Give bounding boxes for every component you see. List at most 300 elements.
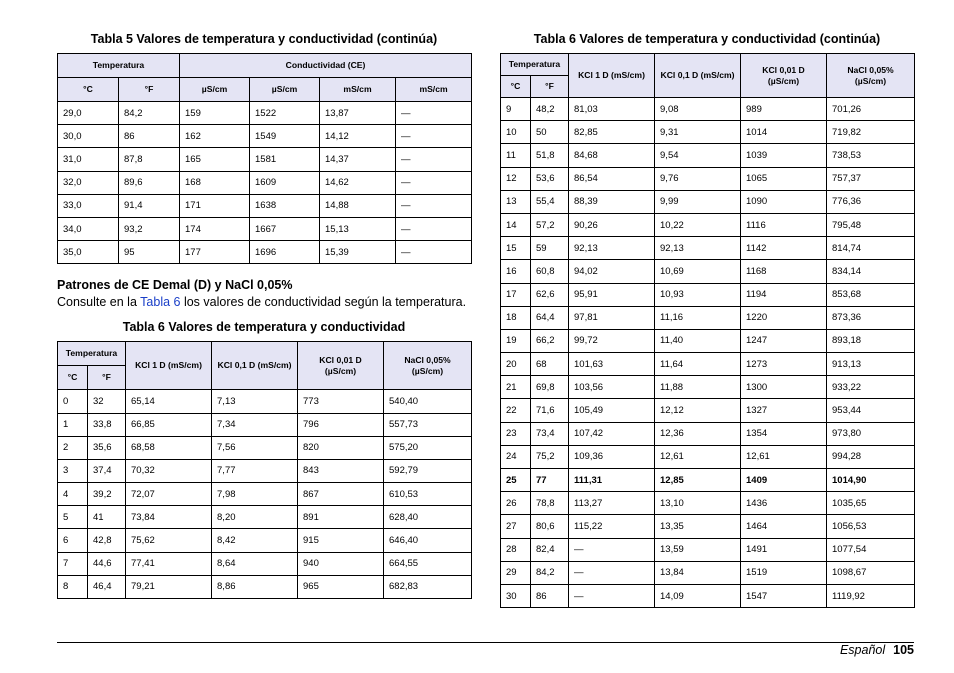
table-cell: 13,10 — [655, 492, 741, 515]
table-cell: 30,0 — [58, 125, 119, 148]
table-cell: 9,08 — [655, 98, 741, 121]
table-cell: 12,36 — [655, 422, 741, 445]
table-cell: — — [396, 194, 472, 217]
table5-unit: µS/cm — [180, 78, 250, 102]
table-cell: 1014,90 — [827, 469, 915, 492]
table-cell: 115,22 — [569, 515, 655, 538]
table-cell: 1194 — [741, 283, 827, 306]
table-cell: 8,20 — [212, 506, 298, 529]
table-cell: 628,40 — [384, 506, 472, 529]
table-cell: 1035,65 — [827, 492, 915, 515]
table-cell: 28 — [501, 538, 531, 561]
table-row — [501, 144, 915, 167]
table-cell: 867 — [298, 483, 384, 506]
table-cell: 65,14 — [126, 390, 212, 413]
table-cell: 174 — [180, 217, 250, 240]
table5-header-temperature: Temperatura — [58, 54, 180, 78]
table-row — [58, 483, 472, 506]
table-cell: 1491 — [741, 538, 827, 561]
table-cell: 7,56 — [212, 436, 298, 459]
table-cell: — — [396, 241, 472, 264]
table-cell: 13 — [501, 190, 531, 213]
table-cell: 82,4 — [531, 538, 569, 561]
table6-header-temperature: Temperatura — [58, 342, 126, 366]
table-row — [58, 171, 472, 194]
table-cell: 1220 — [741, 306, 827, 329]
table-cell: 92,13 — [655, 237, 741, 260]
table-cell: 71,6 — [531, 399, 569, 422]
table-cell: 843 — [298, 459, 384, 482]
table-cell: 646,40 — [384, 529, 472, 552]
table-cell: 72,07 — [126, 483, 212, 506]
table-row — [501, 306, 915, 329]
table-cell: 795,48 — [827, 213, 915, 236]
table-cell: 78,8 — [531, 492, 569, 515]
table-cell: 84,68 — [569, 144, 655, 167]
table-cell: — — [569, 538, 655, 561]
table-cell: 92,13 — [569, 237, 655, 260]
table-row — [501, 561, 915, 584]
right-column — [500, 30, 914, 608]
table5 — [57, 53, 472, 264]
table-cell: 1300 — [741, 376, 827, 399]
table5-caption: Tabla 5 Valores de temperatura y conductividad (continúa) — [90, 32, 438, 46]
table-cell: 8,86 — [212, 575, 298, 598]
table-cell: 11,16 — [655, 306, 741, 329]
table-cell: 10,93 — [655, 283, 741, 306]
table-cell: 10,22 — [655, 213, 741, 236]
table-cell: 1464 — [741, 515, 827, 538]
table-cell: 12 — [501, 167, 531, 190]
table6c-header-kcl01: KCl 0,1 D (mS/cm) — [655, 54, 741, 98]
table5-unit: °F — [119, 78, 180, 102]
table-cell: 113,27 — [569, 492, 655, 515]
table6c-header-kcl001: KCl 0,01 D (µS/cm) — [741, 54, 827, 98]
table-cell: 1522 — [250, 102, 320, 125]
table-cell: 88,39 — [569, 190, 655, 213]
table-cell: 893,18 — [827, 329, 915, 352]
table-row — [501, 283, 915, 306]
table-cell: 22 — [501, 399, 531, 422]
table-cell: 41 — [88, 506, 126, 529]
table-cell: 14,37 — [320, 148, 396, 171]
table-cell: 1116 — [741, 213, 827, 236]
table-cell: 33,8 — [88, 413, 126, 436]
table-cell: 834,14 — [827, 260, 915, 283]
table-row — [501, 492, 915, 515]
section-title: Patrones de CE Demal (D) y NaCl 0,05% — [57, 278, 293, 293]
table-cell: 77,41 — [126, 552, 212, 575]
table-cell: 95 — [119, 241, 180, 264]
table-cell: 70,32 — [126, 459, 212, 482]
table-cell: 1142 — [741, 237, 827, 260]
table-cell: 14,62 — [320, 171, 396, 194]
table-cell: 55,4 — [531, 190, 569, 213]
table-cell: 32 — [88, 390, 126, 413]
table5-unit: µS/cm — [250, 78, 320, 102]
table-cell: 24 — [501, 445, 531, 468]
table-cell: 51,8 — [531, 144, 569, 167]
table-row — [501, 584, 915, 607]
table-cell: 35,6 — [88, 436, 126, 459]
table-cell: 1056,53 — [827, 515, 915, 538]
table-cell: 44,6 — [88, 552, 126, 575]
table-cell: 776,36 — [827, 190, 915, 213]
table-cell: 25 — [501, 469, 531, 492]
table-row — [58, 194, 472, 217]
table-cell: 48,2 — [531, 98, 569, 121]
table-cell: 575,20 — [384, 436, 472, 459]
table-row — [501, 538, 915, 561]
table6c-header-temperature: Temperatura — [501, 54, 569, 76]
table-cell: 610,53 — [384, 483, 472, 506]
table-cell: 682,83 — [384, 575, 472, 598]
table6-header-fahrenheit: °F — [88, 366, 126, 390]
table-cell: 19 — [501, 329, 531, 352]
table-cell: 42,8 — [88, 529, 126, 552]
table-cell: 933,22 — [827, 376, 915, 399]
section-text-after: los valores de conductividad según la temperatura. — [180, 295, 467, 310]
table-cell: 86 — [119, 125, 180, 148]
table-cell: 20 — [501, 353, 531, 376]
table-row — [501, 329, 915, 352]
table-cell: 84,2 — [531, 561, 569, 584]
table-cell: 39,2 — [88, 483, 126, 506]
table-cell: 1609 — [250, 171, 320, 194]
table-cell: — — [396, 148, 472, 171]
table-cell: 68 — [531, 353, 569, 376]
table-row — [501, 399, 915, 422]
footer-divider — [57, 642, 914, 643]
table-cell: 30 — [501, 584, 531, 607]
table-cell: 109,36 — [569, 445, 655, 468]
table-cell: 13,59 — [655, 538, 741, 561]
table-cell: 73,4 — [531, 422, 569, 445]
table-cell: 9,76 — [655, 167, 741, 190]
table-cell: — — [569, 561, 655, 584]
table-cell: 773 — [298, 390, 384, 413]
table6-header-celsius: °C — [58, 366, 88, 390]
table-cell: 93,2 — [119, 217, 180, 240]
page-number: 105 — [893, 643, 914, 657]
table-cell: 13,84 — [655, 561, 741, 584]
table-cell: 29,0 — [58, 102, 119, 125]
table-cell: 1436 — [741, 492, 827, 515]
table5-header-conductivity: Conductividad (CE) — [180, 54, 472, 78]
table-cell: 1065 — [741, 167, 827, 190]
table-cell: 994,28 — [827, 445, 915, 468]
table-cell: 1273 — [741, 353, 827, 376]
table-cell: 7,98 — [212, 483, 298, 506]
table-cell: 1247 — [741, 329, 827, 352]
table6c-header-kcl1: KCl 1 D (mS/cm) — [569, 54, 655, 98]
table-cell: 11,64 — [655, 353, 741, 376]
table-cell: 5 — [58, 506, 88, 529]
table-cell: 1696 — [250, 241, 320, 264]
table-cell: 177 — [180, 241, 250, 264]
table6-header-kcl01: KCl 0,1 D (mS/cm) — [212, 342, 298, 390]
table-cell: 16 — [501, 260, 531, 283]
table-cell: 9,99 — [655, 190, 741, 213]
table-cell: 73,84 — [126, 506, 212, 529]
table-cell: 32,0 — [58, 171, 119, 194]
table-cell: 66,85 — [126, 413, 212, 436]
table-cell: 18 — [501, 306, 531, 329]
table-cell: 29 — [501, 561, 531, 584]
table-cell: 10 — [501, 121, 531, 144]
table-cell: 719,82 — [827, 121, 915, 144]
footer-language: Español — [839, 643, 886, 657]
table-row — [58, 125, 472, 148]
table-cell: 973,80 — [827, 422, 915, 445]
table6-header-kcl1: KCl 1 D (mS/cm) — [126, 342, 212, 390]
table-cell: 7,13 — [212, 390, 298, 413]
table-cell: 4 — [58, 483, 88, 506]
table6c-header-celsius: °C — [501, 76, 531, 98]
table-cell: 9 — [501, 98, 531, 121]
table-cell: 75,62 — [126, 529, 212, 552]
table-cell: 1039 — [741, 144, 827, 167]
table-row — [501, 213, 915, 236]
table-cell: 62,6 — [531, 283, 569, 306]
table-cell: 989 — [741, 98, 827, 121]
table-cell: 21 — [501, 376, 531, 399]
table-cell: 69,8 — [531, 376, 569, 399]
table-cell: 913,13 — [827, 353, 915, 376]
table-cell: 1667 — [250, 217, 320, 240]
table-cell: 8 — [58, 575, 88, 598]
table-cell: 1581 — [250, 148, 320, 171]
table-cell: 12,61 — [741, 445, 827, 468]
table-cell: — — [396, 171, 472, 194]
table-cell: 820 — [298, 436, 384, 459]
table-row — [58, 459, 472, 482]
section-text-before: Consulte en la — [57, 295, 141, 310]
table-cell: 1519 — [741, 561, 827, 584]
table-cell: 60,8 — [531, 260, 569, 283]
table-cell: 15,13 — [320, 217, 396, 240]
table-cell: 3 — [58, 459, 88, 482]
table5-body — [58, 102, 472, 264]
table-cell: 162 — [180, 125, 250, 148]
table-cell: 27 — [501, 515, 531, 538]
table-row — [58, 436, 472, 459]
table-cell: — — [396, 125, 472, 148]
table-row — [58, 529, 472, 552]
table-row — [501, 190, 915, 213]
table-cell: 82,85 — [569, 121, 655, 144]
table-cell: 90,26 — [569, 213, 655, 236]
table-row — [58, 413, 472, 436]
table-cell: 26 — [501, 492, 531, 515]
table-cell: 86,54 — [569, 167, 655, 190]
table6-continued — [500, 53, 915, 608]
table5-unit: mS/cm — [320, 78, 396, 102]
table-row — [501, 260, 915, 283]
table-cell: 80,6 — [531, 515, 569, 538]
table-row — [501, 121, 915, 144]
table-cell: 540,40 — [384, 390, 472, 413]
table-row — [501, 422, 915, 445]
table-cell: 6 — [58, 529, 88, 552]
table-cell: 1638 — [250, 194, 320, 217]
table-cell: 557,73 — [384, 413, 472, 436]
table-cell: 7,77 — [212, 459, 298, 482]
table-cell: 75,2 — [531, 445, 569, 468]
table-cell: 1 — [58, 413, 88, 436]
table-cell: 81,03 — [569, 98, 655, 121]
table6c-header-fahrenheit: °F — [531, 76, 569, 98]
table-cell: 891 — [298, 506, 384, 529]
table-cell: 68,58 — [126, 436, 212, 459]
table-cell: 59 — [531, 237, 569, 260]
table-row — [501, 98, 915, 121]
table-cell: 77 — [531, 469, 569, 492]
table-cell: 159 — [180, 102, 250, 125]
section-paragraph — [57, 294, 471, 310]
table-cell: 94,02 — [569, 260, 655, 283]
table5-unit: °C — [58, 78, 119, 102]
table-cell: 9,31 — [655, 121, 741, 144]
table-cell: 796 — [298, 413, 384, 436]
table-row — [501, 167, 915, 190]
page-footer — [840, 643, 914, 657]
table-cell: 14,09 — [655, 584, 741, 607]
table-cell: 12,61 — [655, 445, 741, 468]
table-row — [501, 353, 915, 376]
table-row — [58, 506, 472, 529]
table-cell: 1549 — [250, 125, 320, 148]
table-cell: 87,8 — [119, 148, 180, 171]
table-cell: 111,31 — [569, 469, 655, 492]
table-row — [501, 445, 915, 468]
left-column — [57, 30, 471, 599]
table-cell: 701,26 — [827, 98, 915, 121]
table-cell: 14,88 — [320, 194, 396, 217]
table6-continued-caption: Tabla 6 Valores de temperatura y conductividad (continúa) — [533, 32, 881, 46]
table-row — [501, 237, 915, 260]
table-cell: 14,12 — [320, 125, 396, 148]
table-cell: 33,0 — [58, 194, 119, 217]
table-cell: 168 — [180, 171, 250, 194]
table-cell: 165 — [180, 148, 250, 171]
table-cell: 738,53 — [827, 144, 915, 167]
table-cell: 37,4 — [88, 459, 126, 482]
table-cell: 107,42 — [569, 422, 655, 445]
table-cell: 15,39 — [320, 241, 396, 264]
table-cell: 31,0 — [58, 148, 119, 171]
table-cell: 915 — [298, 529, 384, 552]
table-cell: 1119,92 — [827, 584, 915, 607]
table-cell: 1168 — [741, 260, 827, 283]
table-cell: 103,56 — [569, 376, 655, 399]
table-cell: 1327 — [741, 399, 827, 422]
table-cell: 79,21 — [126, 575, 212, 598]
table-cell: 14 — [501, 213, 531, 236]
table-cell: 13,35 — [655, 515, 741, 538]
table-cell: 10,69 — [655, 260, 741, 283]
table6-link[interactable]: Tabla 6 — [140, 295, 181, 310]
table-cell: 1077,54 — [827, 538, 915, 561]
table-cell: 13,87 — [320, 102, 396, 125]
table-cell: 84,2 — [119, 102, 180, 125]
table-cell: 1090 — [741, 190, 827, 213]
table-cell: 664,55 — [384, 552, 472, 575]
table-cell: 873,36 — [827, 306, 915, 329]
table-cell: 86 — [531, 584, 569, 607]
table-cell: 1409 — [741, 469, 827, 492]
table-cell: 11 — [501, 144, 531, 167]
table6-caption: Tabla 6 Valores de temperatura y conductividad — [122, 320, 406, 335]
table-cell: 1098,67 — [827, 561, 915, 584]
table-cell: 757,37 — [827, 167, 915, 190]
table-cell: 12,85 — [655, 469, 741, 492]
table6-body — [58, 390, 472, 599]
table-cell: 101,63 — [569, 353, 655, 376]
table-cell: 53,6 — [531, 167, 569, 190]
table-cell: 953,44 — [827, 399, 915, 422]
table-cell: — — [569, 584, 655, 607]
table-cell: 853,68 — [827, 283, 915, 306]
table-cell: 965 — [298, 575, 384, 598]
table-cell: 15 — [501, 237, 531, 260]
table-row — [501, 376, 915, 399]
table-cell: 95,91 — [569, 283, 655, 306]
table-row — [501, 469, 915, 492]
table-cell: 9,54 — [655, 144, 741, 167]
table-cell: 8,64 — [212, 552, 298, 575]
table-cell: 171 — [180, 194, 250, 217]
table-cell: 105,49 — [569, 399, 655, 422]
table-row — [58, 217, 472, 240]
table-cell: 12,12 — [655, 399, 741, 422]
table-cell: 97,81 — [569, 306, 655, 329]
table-cell: 7 — [58, 552, 88, 575]
table-row — [58, 575, 472, 598]
table-cell: 0 — [58, 390, 88, 413]
table-cell: 814,74 — [827, 237, 915, 260]
table-cell: 940 — [298, 552, 384, 575]
table6c-header-nacl: NaCl 0,05% (µS/cm) — [827, 54, 915, 98]
table-cell: 66,2 — [531, 329, 569, 352]
table-row — [58, 102, 472, 125]
table-row — [58, 148, 472, 171]
table-cell: 1354 — [741, 422, 827, 445]
table-cell: 35,0 — [58, 241, 119, 264]
table5-unit: mS/cm — [396, 78, 472, 102]
table-cell: 1014 — [741, 121, 827, 144]
table6-header-kcl001: KCl 0,01 D (µS/cm) — [298, 342, 384, 390]
table-cell: 46,4 — [88, 575, 126, 598]
table-cell: 17 — [501, 283, 531, 306]
table-row — [58, 390, 472, 413]
table-cell: 50 — [531, 121, 569, 144]
table-cell: 64,4 — [531, 306, 569, 329]
table-cell: 57,2 — [531, 213, 569, 236]
table-row — [501, 515, 915, 538]
table-row — [58, 241, 472, 264]
table-cell: 99,72 — [569, 329, 655, 352]
table-cell: 34,0 — [58, 217, 119, 240]
table-row — [58, 552, 472, 575]
table-cell: 89,6 — [119, 171, 180, 194]
table-cell: 8,42 — [212, 529, 298, 552]
table-cell: 2 — [58, 436, 88, 459]
table6 — [57, 341, 472, 599]
table-cell: 592,79 — [384, 459, 472, 482]
table-cell: 11,88 — [655, 376, 741, 399]
table-cell: 11,40 — [655, 329, 741, 352]
